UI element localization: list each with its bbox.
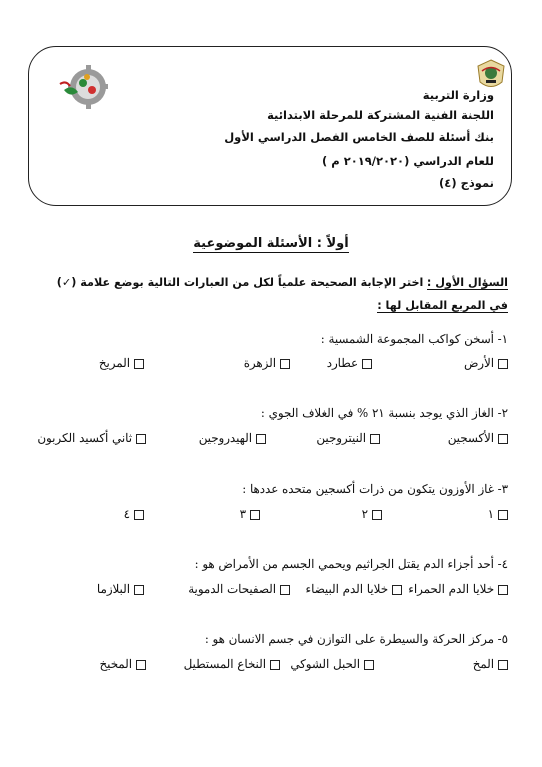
checkbox[interactable]	[364, 660, 374, 670]
model-number: نموذج (٤)	[439, 176, 494, 190]
q1-option-3[interactable]: الزهرة	[244, 356, 290, 370]
checkbox[interactable]	[134, 359, 144, 369]
checkbox[interactable]	[136, 660, 146, 670]
instruction-text-2: في المربع المقابل لها :	[377, 299, 508, 312]
q3-option-4[interactable]: ٤	[124, 507, 144, 521]
checkbox[interactable]	[280, 359, 290, 369]
checkbox[interactable]	[498, 585, 508, 595]
q2-option-3[interactable]: الهيدروجين	[199, 431, 266, 445]
question-bank-title: بنك أسئلة للصف الخامس الفصل الدراسي الأول	[224, 130, 494, 144]
q4-option-4[interactable]: البلازما	[97, 582, 144, 596]
q2-option-4[interactable]: ثاني أكسيد الكربون	[37, 431, 146, 445]
checkbox[interactable]	[280, 585, 290, 595]
question-label: السؤال الأول :	[426, 276, 508, 289]
question-4-text: ٤- أحد أجزاء الدم يقتل الجراثيم ويحمي الجسم من الأمراض هو :	[194, 557, 508, 571]
q1-option-4[interactable]: المريخ	[99, 356, 144, 370]
q2-option-1[interactable]: الأكسجين	[448, 431, 508, 445]
q3-option-2[interactable]: ٢	[362, 507, 382, 521]
q2-option-2[interactable]: النيتروجين	[316, 431, 380, 445]
q4-option-3[interactable]: الصفيحات الدموية	[188, 582, 290, 596]
science-gear-logo	[58, 64, 108, 110]
q5-option-1[interactable]: المخ	[473, 657, 508, 671]
checkbox[interactable]	[498, 359, 508, 369]
checkbox[interactable]	[362, 359, 372, 369]
checkbox[interactable]	[498, 660, 508, 670]
q1-option-2[interactable]: عطارد	[327, 356, 372, 370]
checkbox[interactable]	[498, 434, 508, 444]
question-3-text: ٣- غاز الأوزون يتكون من ذرات أكسجين متحده عددها :	[242, 482, 508, 496]
q3-option-1[interactable]: ١	[488, 507, 508, 521]
instruction-line	[57, 276, 508, 289]
q4-option-2[interactable]: خلايا الدم البيضاء	[306, 582, 402, 596]
instruction-text: اختر الإجابة الصحيحة علمياً لكل من العبارات التالية بوضع علامة (✓)	[56, 276, 424, 289]
checkbox[interactable]	[370, 434, 380, 444]
question-5-text: ٥- مركز الحركة والسيطرة على التوازن في جسم الانسان هو :	[204, 632, 508, 646]
checkbox[interactable]	[392, 585, 402, 595]
q4-option-1[interactable]: خلايا الدم الحمراء	[408, 582, 508, 596]
question-1-text: ١- أسخن كواكب المجموعة الشمسية :	[320, 332, 508, 346]
ministry-name: وزارة التربية	[422, 88, 494, 102]
q5-option-3[interactable]: النخاع المستطيل	[184, 657, 280, 671]
q3-option-3[interactable]: ٣	[240, 507, 260, 521]
q1-option-1[interactable]: الأرض	[464, 356, 508, 370]
checkbox[interactable]	[270, 660, 280, 670]
checkbox[interactable]	[134, 510, 144, 520]
checkbox[interactable]	[136, 434, 146, 444]
checkbox[interactable]	[256, 434, 266, 444]
checkbox[interactable]	[134, 585, 144, 595]
section-title: أولاً : الأسئلة الموضوعية	[193, 236, 349, 251]
question-2-text: ٢- الغاز الذي يوجد بنسبة ٢١ % في الغلاف الجوي :	[260, 406, 508, 420]
checkbox[interactable]	[250, 510, 260, 520]
checkbox[interactable]	[498, 510, 508, 520]
ministry-emblem	[474, 58, 508, 92]
q5-option-2[interactable]: الحبل الشوكي	[290, 657, 374, 671]
q5-option-4[interactable]: المخيخ	[100, 657, 146, 671]
committee-name: اللجنة الفنية المشتركة للمرحلة الابتدائية	[267, 108, 494, 122]
checkbox[interactable]	[372, 510, 382, 520]
instruction-line-2	[377, 299, 508, 312]
academic-year: للعام الدراسي (٢٠١٩/٢٠٢٠ م )	[322, 154, 494, 168]
